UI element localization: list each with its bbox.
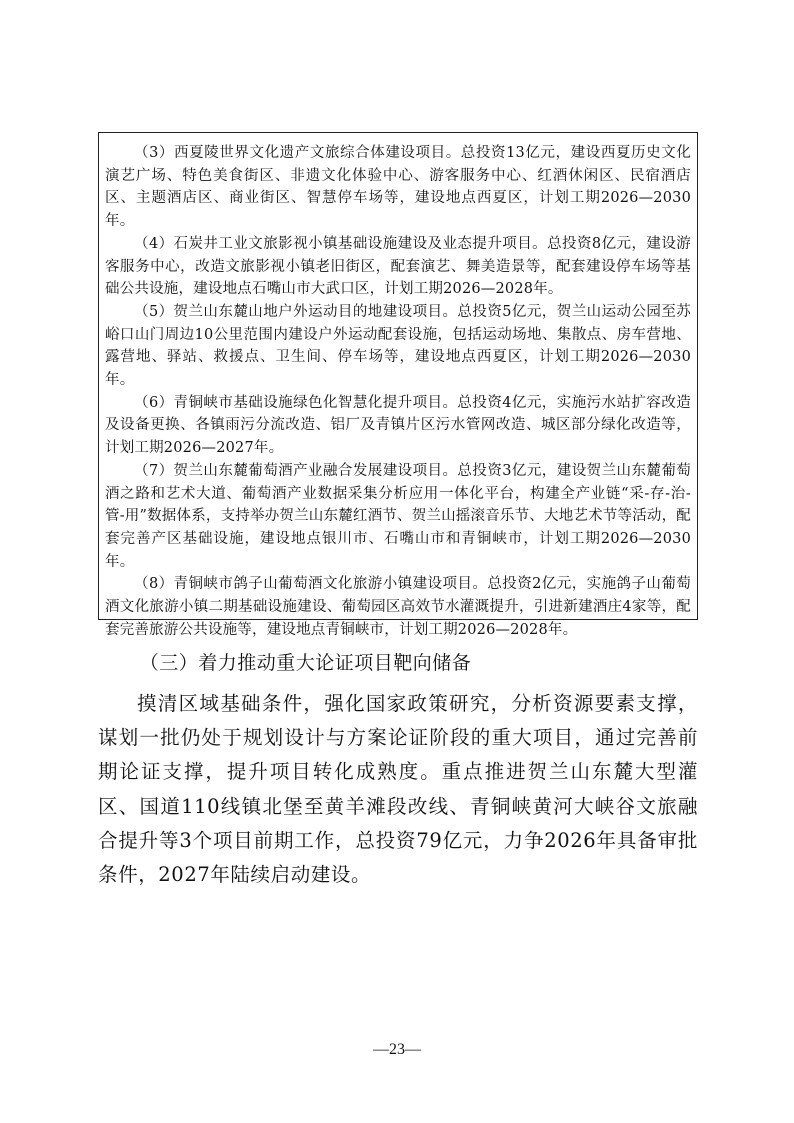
- project-list-box: [98, 132, 698, 638]
- project-item-7: （7）贺兰山东麓葡萄酒产业融合发展建设项目。总投资3亿元，建设贺兰山东麓葡萄酒之路和艺术大道、葡萄酒产业数据采集分析应用一体化平台，构建全产业链“采-存-治-管-用”数据体系，支持举办贺兰山东麓红酒节、贺兰山摇滚音乐节、大地艺术节等活动，配套完善产区基础设施，建设地点银川市、石嘴山市和青铜峡市，计划工期2026—2030年。: [105, 462, 692, 570]
- project-item-6: （6）青铜峡市基础设施绿色化智慧化提升项目。总投资4亿元，实施污水站扩容改造及设备更换、各镇雨污分流改造、铝厂及青镇片区污水管网改造、城区部分绿化改造等，计划工期2026—2027年。: [105, 394, 691, 457]
- project-item-8: （8）青铜峡市鸽子山葡萄酒文化旅游小镇建设项目。总投资2亿元，实施鸽子山葡萄酒文化旅游小镇二期基础设施建设、葡萄园区高效节水灌溉提升，引进新建酒庄4家等，配套完善旅游公共设施等，建设地点青铜峡市，计划工期2026—2028年。: [105, 576, 691, 638]
- page-number: —23—: [373, 1041, 421, 1058]
- project-item-4: （4）石炭井工业文旅影视小镇基础设施建设及业态提升项目。总投资8亿元，建设游客服务中心，改造文旅影视小镇老旧街区，配套演艺、舞美造景等，配套建设停车场等基础公共设施，建设地点石嘴山市大武口区，计划工期2026—2028年。: [105, 235, 691, 298]
- section-paragraph: 摸清区域基础条件，强化国家政策研究，分析资源要素支撑，谋划一批仍处于规划设计与方案论证阶段的重大项目，通过完善前期论证支撑，提升项目转化成熟度。重点推进贺兰山东麓大型灌区、国道110线镇北堡至黄羊滩段改线、青铜峡黄河大峡谷文旅融合提升等3个项目前期工作，总投资79亿元，力争2026年具备审批条件，2027年陆续启动建设。: [98, 692, 698, 887]
- project-item-3: （3）西夏陵世界文化遗产文旅综合体建设项目。总投资13亿元，建设西夏历史文化演艺广场、特色美食街区、非遗文化体验中心、游客服务中心、红酒休闲区、民宿酒店区、主题酒店区、商业街区、智慧停车场等，建设地点西夏区，计划工期2026—2030年。: [105, 145, 691, 230]
- project-item-5: （5）贺兰山东麓山地户外运动目的地建设项目。总投资5亿元，贺兰山运动公园至苏峪口山门周边10公里范围内建设户外运动配套设施，包括运动场地、集散点、房车营地、露营地、驿站、救援点、卫生间、停车场等，建设地点西夏区，计划工期2026—2030年。: [105, 303, 691, 389]
- section-heading: （三）着力推动重大论证项目靶向储备: [139, 652, 472, 674]
